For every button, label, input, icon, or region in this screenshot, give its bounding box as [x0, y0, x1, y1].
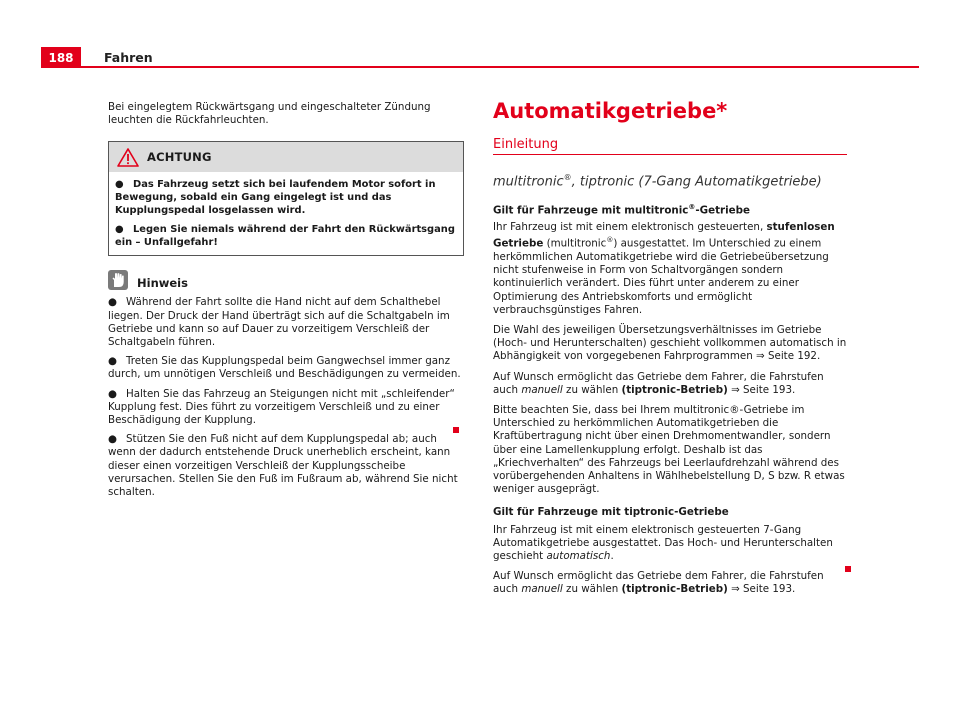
note-item: ● Halten Sie das Fahrzeug an Steigungen nicht mit „schleifender“ Kupplung fest. Dies führt zu vorzeitigem Verschleiß und zu einer Beschädigung der Kupplung. [108, 387, 455, 427]
chapter-title: Fahren [104, 50, 153, 65]
topic-title: multitronic®, tiptronic (7-Gang Automatikgetriebe) [493, 173, 822, 190]
paragraph: Ihr Fahrzeug ist mit einem elektronisch gesteuerten 7-Gang Automatikgetriebe ausgestattet. Das Hoch- und Herunterschalten geschieht automatisch. [493, 523, 833, 563]
paragraph: Auf Wunsch ermöglicht das Getriebe dem Fahrer, die Fahrstufen auch manuell zu wählen (tiptronic-Betrieb) ⇒ Seite 193. [493, 570, 824, 596]
section-end-marker [453, 427, 459, 433]
multitronic-heading: Gilt für Fahrzeuge mit multitronic®-Getriebe [493, 202, 750, 216]
warning-item: ● Legen Sie niemals während der Fahrt den Rückwärtsgang ein – Unfallgefahr! [115, 224, 455, 249]
paragraph: Die Wahl des jeweiligen Übersetzungsverhältnisses im Getriebe (Hoch- und Herunterschalten) geschieht vollkommen automatisch in Abhängigkeit von vorgegebenen Fahrprogrammen ⇒ Seite 192. [493, 324, 847, 363]
warning-triangle-icon [117, 148, 139, 167]
warning-item: ● Das Fahrzeug setzt sich bei laufendem Motor sofort in Bewegung, sobald ein Gang eingelegt ist und das Kupplungspedal losgelassen wird. [115, 179, 436, 217]
paragraph: Bitte beachten Sie, dass bei Ihrem multitronic®-Getriebe im Unterschied zu herkömmlichen Automatikgetrieben die Kraftübertragung nicht über einen Drehmomentwandler, sondern über eine Lamellenkupplung erfolgt. Deshalb ist das „Kriechverhalten“ des Fahrzeugs bei Leerlaufdrehzahl während des vorübergehenden Anhaltens in Wählhebelstellung D, S bzw. R etwas weniger ausgeprägt. [493, 404, 845, 496]
warning-title: ACHTUNG [147, 149, 212, 164]
header-rule [81, 66, 919, 68]
note-title: Hinweis [137, 276, 188, 291]
paragraph: Auf Wunsch ermöglicht das Getriebe dem Fahrer, die Fahrstufen auch manuell zu wählen (tiptronic-Betrieb) ⇒ Seite 193. [493, 370, 824, 396]
note-body [108, 296, 464, 499]
left-column [108, 101, 464, 499]
warning-box [108, 141, 464, 256]
section-end-marker [845, 566, 851, 572]
right-column [493, 98, 849, 597]
warning-body [109, 172, 463, 255]
page-number: 188 [41, 47, 81, 68]
section-title: Automatikgetriebe* [493, 99, 728, 123]
note-item: ● Treten Sie das Kupplungspedal beim Gangwechsel immer ganz durch, um unnötigen Verschleiß und Beschädigungen zu vermeiden. [108, 355, 461, 381]
warning-header [109, 142, 463, 172]
note-hand-icon [108, 270, 128, 290]
paragraph: Ihr Fahrzeug ist mit einem elektronisch gesteuerten, stufenlosen Getriebe (multitronic®) ausgestattet. Im Unterschied zu einem herkömmlichen Automatikgetriebe wird die Getriebeübersetzung nicht stufenweise in Form von Schaltvorgängen sondern kontinuierlich verändert. Dies führt unter anderem zu einer Optimierung des Antriebskomforts und ermöglicht verbrauchsgünstiges Fahren. [493, 221, 835, 316]
note-header [108, 270, 464, 290]
note-item: ● Während der Fahrt sollte die Hand nicht auf dem Schalthebel liegen. Der Druck der Hand überträgt sich auf die Schaltgabeln im Getriebe und kann so auf Dauer zu vorzeitigem Verschleiß der Schaltgabeln führen. [108, 296, 450, 349]
intro-paragraph: Bei eingelegtem Rückwärtsgang und eingeschalteter Zündung leuchten die Rückfahrleuchten. [108, 101, 431, 127]
tiptronic-heading: Gilt für Fahrzeuge mit tiptronic-Getriebe [493, 506, 729, 519]
note-item: ● Stützen Sie den Fuß nicht auf dem Kupplungspedal ab; auch wenn der dadurch entstehende Druck unerheblich erscheint, kann dieser einen vorzeitigen Verschleiß der Kupplungsscheibe verursachen. Stellen Sie den Fuß im Fußraum ab, während Sie nicht schalten. [108, 433, 458, 499]
subsection-title: Einleitung [493, 138, 847, 155]
